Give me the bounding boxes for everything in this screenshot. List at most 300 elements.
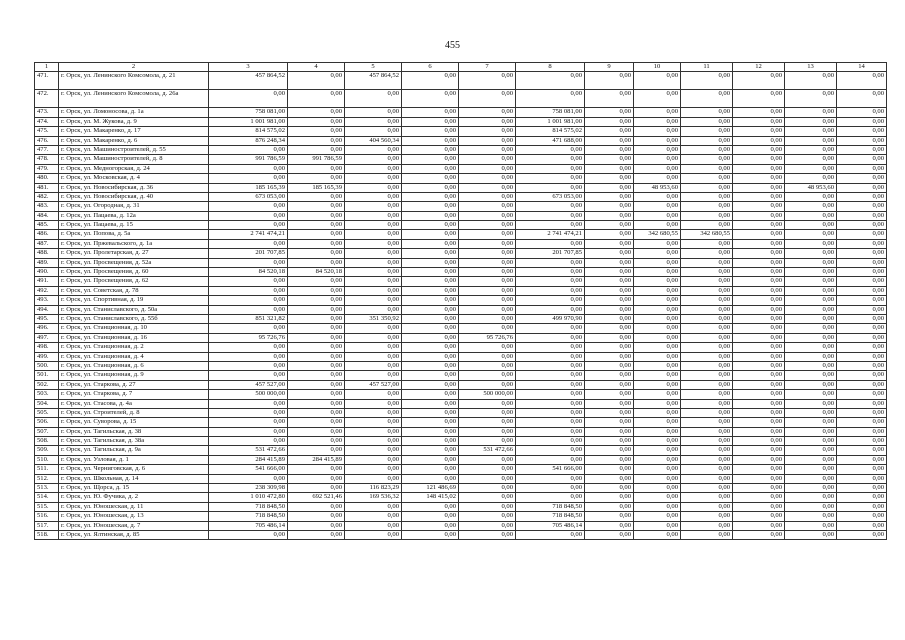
table-row — [35, 90, 887, 108]
amount-cell: 0,00 — [402, 465, 459, 474]
address-cell: г. Орск, ул. Пржевальского, д. 1а — [59, 239, 209, 248]
amount-cell: 0,00 — [634, 512, 681, 521]
amount-cell: 0,00 — [681, 277, 733, 286]
amount-cell: 0,00 — [288, 446, 345, 455]
amount-cell: 0,00 — [585, 211, 634, 220]
amount-cell: 0,00 — [402, 474, 459, 483]
amount-cell: 673 053,00 — [209, 192, 288, 201]
amount-cell: 0,00 — [516, 399, 585, 408]
amount-cell: 0,00 — [402, 127, 459, 136]
amount-cell: 0,00 — [733, 230, 785, 239]
amount-cell: 0,00 — [681, 164, 733, 173]
amount-cell: 0,00 — [459, 164, 516, 173]
column-header: 3 — [209, 63, 288, 72]
amount-cell: 0,00 — [733, 211, 785, 220]
amount-cell: 0,00 — [634, 390, 681, 399]
amount-cell: 0,00 — [785, 221, 837, 230]
table-row — [35, 502, 887, 511]
row-number-cell: 513. — [35, 484, 59, 493]
amount-cell: 0,00 — [459, 192, 516, 201]
page-number: 455 — [445, 40, 460, 51]
amount-cell: 0,00 — [634, 427, 681, 436]
address-cell: г. Орск, ул. Пацаева, д. 15 — [59, 221, 209, 230]
address-cell: г. Орск, ул. Пролетарская, д. 27 — [59, 249, 209, 258]
amount-cell: 0,00 — [785, 455, 837, 464]
amount-cell: 0,00 — [681, 296, 733, 305]
amount-cell: 0,00 — [733, 474, 785, 483]
table-row — [35, 174, 887, 183]
amount-cell: 0,00 — [345, 230, 402, 239]
amount-cell: 718 848,50 — [516, 502, 585, 511]
amount-cell: 0,00 — [345, 437, 402, 446]
amount-cell: 0,00 — [288, 305, 345, 314]
row-number-cell: 484. — [35, 211, 59, 220]
amount-cell: 0,00 — [681, 502, 733, 511]
table-row — [35, 530, 887, 539]
amount-cell: 0,00 — [345, 465, 402, 474]
amount-cell: 0,00 — [288, 90, 345, 108]
amount-cell: 0,00 — [785, 108, 837, 117]
table-row — [35, 155, 887, 164]
amount-cell: 0,00 — [345, 343, 402, 352]
column-header: 1 — [35, 63, 59, 72]
amount-cell: 0,00 — [681, 221, 733, 230]
amount-cell: 0,00 — [345, 192, 402, 201]
amount-cell: 2 741 474,21 — [209, 230, 288, 239]
amount-cell: 0,00 — [785, 474, 837, 483]
amount-cell: 0,00 — [288, 211, 345, 220]
table-row — [35, 399, 887, 408]
amount-cell: 0,00 — [345, 418, 402, 427]
amount-cell: 0,00 — [634, 127, 681, 136]
amount-cell: 0,00 — [733, 249, 785, 258]
amount-cell: 0,00 — [785, 446, 837, 455]
row-number-cell: 473. — [35, 108, 59, 117]
address-cell: г. Орск, ул. Макаренко, д. 6 — [59, 136, 209, 145]
amount-cell: 0,00 — [837, 268, 887, 277]
address-cell: г. Орск, ул. Машиностроителей, д. 8 — [59, 155, 209, 164]
address-cell: г. Орск, ул. Черниговская, д. 6 — [59, 465, 209, 474]
amount-cell: 0,00 — [585, 258, 634, 267]
amount-cell: 0,00 — [402, 324, 459, 333]
amount-cell: 0,00 — [733, 371, 785, 380]
amount-cell: 0,00 — [402, 90, 459, 108]
amount-cell: 0,00 — [681, 352, 733, 361]
amount-cell: 0,00 — [785, 530, 837, 539]
amount-cell: 0,00 — [785, 136, 837, 145]
amount-cell: 0,00 — [288, 230, 345, 239]
amount-cell: 0,00 — [345, 296, 402, 305]
amount-cell: 0,00 — [402, 390, 459, 399]
amount-cell: 0,00 — [345, 530, 402, 539]
amount-cell: 0,00 — [402, 399, 459, 408]
amount-cell: 0,00 — [634, 117, 681, 126]
amount-cell: 541 666,00 — [516, 465, 585, 474]
amount-cell: 0,00 — [785, 192, 837, 201]
amount-cell: 0,00 — [837, 408, 887, 417]
amount-cell: 718 848,50 — [209, 512, 288, 521]
amount-cell: 169 536,32 — [345, 493, 402, 502]
amount-cell: 0,00 — [459, 418, 516, 427]
amount-cell: 0,00 — [733, 296, 785, 305]
amount-cell: 0,00 — [585, 72, 634, 90]
amount-cell: 0,00 — [516, 333, 585, 342]
address-cell: г. Орск, ул. Узловая, д. 1 — [59, 455, 209, 464]
table-row — [35, 484, 887, 493]
amount-cell: 0,00 — [209, 145, 288, 154]
row-number-cell: 486. — [35, 230, 59, 239]
amount-cell: 0,00 — [681, 192, 733, 201]
row-number-cell: 516. — [35, 512, 59, 521]
address-cell: г. Орск, ул. Попова, д. 5а — [59, 230, 209, 239]
amount-cell: 0,00 — [634, 136, 681, 145]
amount-cell: 0,00 — [585, 117, 634, 126]
address-cell: г. Орск, ул. Просвещения, д. 52а — [59, 258, 209, 267]
amount-cell: 0,00 — [634, 211, 681, 220]
amount-cell: 0,00 — [459, 437, 516, 446]
address-cell: г. Орск, ул. Московская, д. 4 — [59, 174, 209, 183]
amount-cell: 0,00 — [733, 343, 785, 352]
amount-cell: 0,00 — [837, 221, 887, 230]
amount-cell: 0,00 — [837, 211, 887, 220]
amount-cell: 0,00 — [459, 296, 516, 305]
amount-cell: 284 415,89 — [288, 455, 345, 464]
address-cell: г. Орск, ул. Тагильская, д. 9а — [59, 446, 209, 455]
amount-cell: 0,00 — [585, 221, 634, 230]
amount-cell: 0,00 — [785, 371, 837, 380]
amount-cell: 0,00 — [345, 427, 402, 436]
table-row — [35, 427, 887, 436]
amount-cell: 0,00 — [459, 314, 516, 323]
table-row — [35, 446, 887, 455]
address-cell: г. Орск, ул. Тагильская, д. 38а — [59, 437, 209, 446]
amount-cell: 0,00 — [837, 380, 887, 389]
amount-cell: 0,00 — [459, 408, 516, 417]
amount-cell: 0,00 — [733, 333, 785, 342]
table-row — [35, 127, 887, 136]
amount-cell: 0,00 — [402, 361, 459, 370]
amount-cell: 0,00 — [209, 221, 288, 230]
amount-cell: 0,00 — [733, 164, 785, 173]
amount-cell: 95 726,76 — [459, 333, 516, 342]
amount-cell: 0,00 — [288, 361, 345, 370]
amount-cell: 0,00 — [516, 474, 585, 483]
address-cell: г. Орск, ул. Ленинского Комсомола, д. 26а — [59, 90, 209, 108]
amount-cell: 0,00 — [459, 371, 516, 380]
table-row — [35, 314, 887, 323]
amount-cell: 0,00 — [209, 399, 288, 408]
amount-cell: 0,00 — [288, 286, 345, 295]
amount-cell: 0,00 — [681, 108, 733, 117]
amount-cell: 0,00 — [681, 512, 733, 521]
amount-cell: 0,00 — [209, 211, 288, 220]
address-cell: г. Орск, ул. Просвещения, д. 62 — [59, 277, 209, 286]
amount-cell: 0,00 — [288, 72, 345, 90]
amount-cell: 0,00 — [681, 239, 733, 248]
amount-cell: 0,00 — [459, 277, 516, 286]
amount-cell: 0,00 — [681, 484, 733, 493]
amount-cell: 0,00 — [209, 239, 288, 248]
address-cell: г. Орск, ул. Юношеская, д. 11 — [59, 502, 209, 511]
amount-cell: 0,00 — [345, 361, 402, 370]
amount-cell: 0,00 — [459, 90, 516, 108]
amount-cell: 0,00 — [634, 258, 681, 267]
row-number-cell: 494. — [35, 305, 59, 314]
amount-cell: 0,00 — [585, 399, 634, 408]
amount-cell: 0,00 — [402, 183, 459, 192]
amount-cell: 0,00 — [681, 72, 733, 90]
amount-cell: 0,00 — [837, 249, 887, 258]
table-row — [35, 258, 887, 267]
amount-cell: 0,00 — [733, 155, 785, 164]
amount-cell: 0,00 — [345, 258, 402, 267]
table-row — [35, 164, 887, 173]
amount-cell: 0,00 — [288, 390, 345, 399]
row-number-cell: 487. — [35, 239, 59, 248]
amount-cell: 0,00 — [459, 202, 516, 211]
amount-cell: 0,00 — [681, 90, 733, 108]
amount-cell: 0,00 — [837, 136, 887, 145]
amount-cell: 0,00 — [585, 155, 634, 164]
amount-cell: 0,00 — [345, 183, 402, 192]
amount-cell: 0,00 — [288, 371, 345, 380]
amount-cell: 0,00 — [733, 72, 785, 90]
amount-cell: 0,00 — [585, 361, 634, 370]
amount-cell: 0,00 — [681, 249, 733, 258]
amount-cell: 0,00 — [837, 239, 887, 248]
amount-cell: 0,00 — [345, 474, 402, 483]
amount-cell: 0,00 — [209, 530, 288, 539]
amount-cell: 0,00 — [837, 427, 887, 436]
amount-cell: 0,00 — [585, 408, 634, 417]
amount-cell: 0,00 — [459, 230, 516, 239]
amount-cell: 0,00 — [837, 502, 887, 511]
amount-cell: 0,00 — [837, 108, 887, 117]
amount-cell: 0,00 — [459, 183, 516, 192]
amount-cell: 0,00 — [209, 361, 288, 370]
amount-cell: 531 472,66 — [209, 446, 288, 455]
amount-cell: 0,00 — [516, 202, 585, 211]
amount-cell: 0,00 — [733, 314, 785, 323]
amount-cell: 0,00 — [733, 390, 785, 399]
report-table — [34, 62, 887, 540]
amount-cell: 0,00 — [837, 164, 887, 173]
amount-cell: 0,00 — [634, 324, 681, 333]
amount-cell: 0,00 — [785, 427, 837, 436]
row-number-cell: 498. — [35, 343, 59, 352]
row-number-cell: 476. — [35, 136, 59, 145]
amount-cell: 0,00 — [634, 437, 681, 446]
amount-cell: 0,00 — [402, 286, 459, 295]
amount-cell: 0,00 — [288, 192, 345, 201]
amount-cell: 0,00 — [585, 305, 634, 314]
row-number-cell: 477. — [35, 145, 59, 154]
amount-cell: 0,00 — [459, 474, 516, 483]
amount-cell: 0,00 — [585, 343, 634, 352]
amount-cell: 0,00 — [585, 127, 634, 136]
amount-cell: 0,00 — [209, 418, 288, 427]
amount-cell: 0,00 — [785, 361, 837, 370]
column-header: 9 — [585, 63, 634, 72]
amount-cell: 0,00 — [585, 371, 634, 380]
amount-cell: 0,00 — [209, 343, 288, 352]
amount-cell: 0,00 — [585, 521, 634, 530]
amount-cell: 692 521,46 — [288, 493, 345, 502]
amount-cell: 0,00 — [585, 446, 634, 455]
amount-cell: 0,00 — [516, 418, 585, 427]
row-number-cell: 481. — [35, 183, 59, 192]
amount-cell: 0,00 — [516, 286, 585, 295]
amount-cell: 0,00 — [837, 484, 887, 493]
amount-cell: 0,00 — [585, 164, 634, 173]
amount-cell: 0,00 — [681, 446, 733, 455]
amount-cell: 0,00 — [209, 408, 288, 417]
amount-cell: 0,00 — [209, 352, 288, 361]
amount-cell: 0,00 — [402, 258, 459, 267]
amount-cell: 0,00 — [459, 465, 516, 474]
amount-cell: 0,00 — [837, 183, 887, 192]
amount-cell: 0,00 — [837, 90, 887, 108]
amount-cell: 0,00 — [516, 446, 585, 455]
amount-cell: 0,00 — [345, 333, 402, 342]
column-header: 14 — [837, 63, 887, 72]
amount-cell: 0,00 — [634, 502, 681, 511]
amount-cell: 0,00 — [585, 427, 634, 436]
amount-cell: 0,00 — [345, 164, 402, 173]
amount-cell: 0,00 — [785, 502, 837, 511]
address-cell: г. Орск, ул. Огородная, д. 31 — [59, 202, 209, 211]
amount-cell: 0,00 — [733, 174, 785, 183]
amount-cell: 0,00 — [634, 530, 681, 539]
row-number-cell: 474. — [35, 117, 59, 126]
amount-cell: 876 248,34 — [209, 136, 288, 145]
amount-cell: 531 472,66 — [459, 446, 516, 455]
amount-cell: 0,00 — [402, 230, 459, 239]
amount-cell: 0,00 — [681, 117, 733, 126]
amount-cell: 0,00 — [209, 258, 288, 267]
amount-cell: 0,00 — [634, 399, 681, 408]
amount-cell: 0,00 — [459, 361, 516, 370]
amount-cell: 0,00 — [345, 390, 402, 399]
amount-cell: 0,00 — [585, 108, 634, 117]
address-cell: г. Орск, ул. Макаренко, д. 17 — [59, 127, 209, 136]
amount-cell: 0,00 — [209, 371, 288, 380]
amount-cell: 0,00 — [345, 239, 402, 248]
row-number-cell: 488. — [35, 249, 59, 258]
amount-cell: 2 741 474,21 — [516, 230, 585, 239]
amount-cell: 0,00 — [733, 361, 785, 370]
amount-cell: 0,00 — [837, 324, 887, 333]
amount-cell: 0,00 — [459, 484, 516, 493]
amount-cell: 0,00 — [785, 230, 837, 239]
amount-cell: 0,00 — [785, 399, 837, 408]
amount-cell: 0,00 — [516, 371, 585, 380]
amount-cell: 0,00 — [585, 239, 634, 248]
amount-cell: 0,00 — [288, 418, 345, 427]
row-number-cell: 489. — [35, 258, 59, 267]
amount-cell: 0,00 — [585, 352, 634, 361]
amount-cell: 0,00 — [516, 427, 585, 436]
amount-cell: 0,00 — [402, 333, 459, 342]
amount-cell: 0,00 — [459, 427, 516, 436]
amount-cell: 0,00 — [345, 145, 402, 154]
table-row — [35, 183, 887, 192]
amount-cell: 0,00 — [785, 343, 837, 352]
amount-cell: 0,00 — [459, 324, 516, 333]
amount-cell: 0,00 — [681, 399, 733, 408]
amount-cell: 0,00 — [837, 145, 887, 154]
amount-cell: 0,00 — [837, 343, 887, 352]
table-row — [35, 512, 887, 521]
address-cell: г. Орск, ул. Станционная, д. 2 — [59, 343, 209, 352]
amount-cell: 238 309,98 — [209, 484, 288, 493]
column-header: 10 — [634, 63, 681, 72]
amount-cell: 0,00 — [516, 352, 585, 361]
amount-cell: 0,00 — [785, 286, 837, 295]
amount-cell: 0,00 — [516, 239, 585, 248]
amount-cell: 0,00 — [288, 465, 345, 474]
amount-cell: 0,00 — [288, 136, 345, 145]
amount-cell: 0,00 — [516, 164, 585, 173]
table-row — [35, 268, 887, 277]
amount-cell: 0,00 — [681, 258, 733, 267]
amount-cell: 0,00 — [733, 427, 785, 436]
row-number-cell: 503. — [35, 390, 59, 399]
table-body — [35, 72, 887, 540]
amount-cell: 342 680,55 — [634, 230, 681, 239]
amount-cell: 0,00 — [402, 155, 459, 164]
amount-cell: 0,00 — [459, 239, 516, 248]
amount-cell: 0,00 — [681, 390, 733, 399]
amount-cell: 0,00 — [288, 258, 345, 267]
row-number-cell: 518. — [35, 530, 59, 539]
amount-cell: 0,00 — [837, 174, 887, 183]
amount-cell: 0,00 — [516, 72, 585, 90]
amount-cell: 0,00 — [681, 418, 733, 427]
amount-cell: 0,00 — [733, 305, 785, 314]
amount-cell: 0,00 — [402, 117, 459, 126]
amount-cell: 0,00 — [402, 418, 459, 427]
table-row — [35, 230, 887, 239]
amount-cell: 0,00 — [837, 493, 887, 502]
amount-cell: 0,00 — [634, 474, 681, 483]
amount-cell: 0,00 — [288, 399, 345, 408]
amount-cell: 457 864,52 — [345, 72, 402, 90]
amount-cell: 0,00 — [402, 192, 459, 201]
address-cell: г. Орск, ул. Старкова, д. 27 — [59, 380, 209, 389]
amount-cell: 500 000,00 — [459, 390, 516, 399]
amount-cell: 0,00 — [681, 155, 733, 164]
amount-cell: 0,00 — [785, 164, 837, 173]
table-row — [35, 192, 887, 201]
amount-cell: 0,00 — [837, 352, 887, 361]
amount-cell: 0,00 — [459, 286, 516, 295]
amount-cell: 0,00 — [402, 268, 459, 277]
amount-cell: 0,00 — [288, 427, 345, 436]
amount-cell: 0,00 — [345, 399, 402, 408]
row-number-cell: 508. — [35, 437, 59, 446]
column-header: 4 — [288, 63, 345, 72]
amount-cell: 0,00 — [209, 286, 288, 295]
amount-cell: 0,00 — [785, 314, 837, 323]
amount-cell: 0,00 — [402, 108, 459, 117]
amount-cell: 0,00 — [209, 324, 288, 333]
amount-cell: 0,00 — [402, 164, 459, 173]
column-header: 8 — [516, 63, 585, 72]
amount-cell: 0,00 — [585, 333, 634, 342]
row-number-cell: 491. — [35, 277, 59, 286]
table-row — [35, 202, 887, 211]
